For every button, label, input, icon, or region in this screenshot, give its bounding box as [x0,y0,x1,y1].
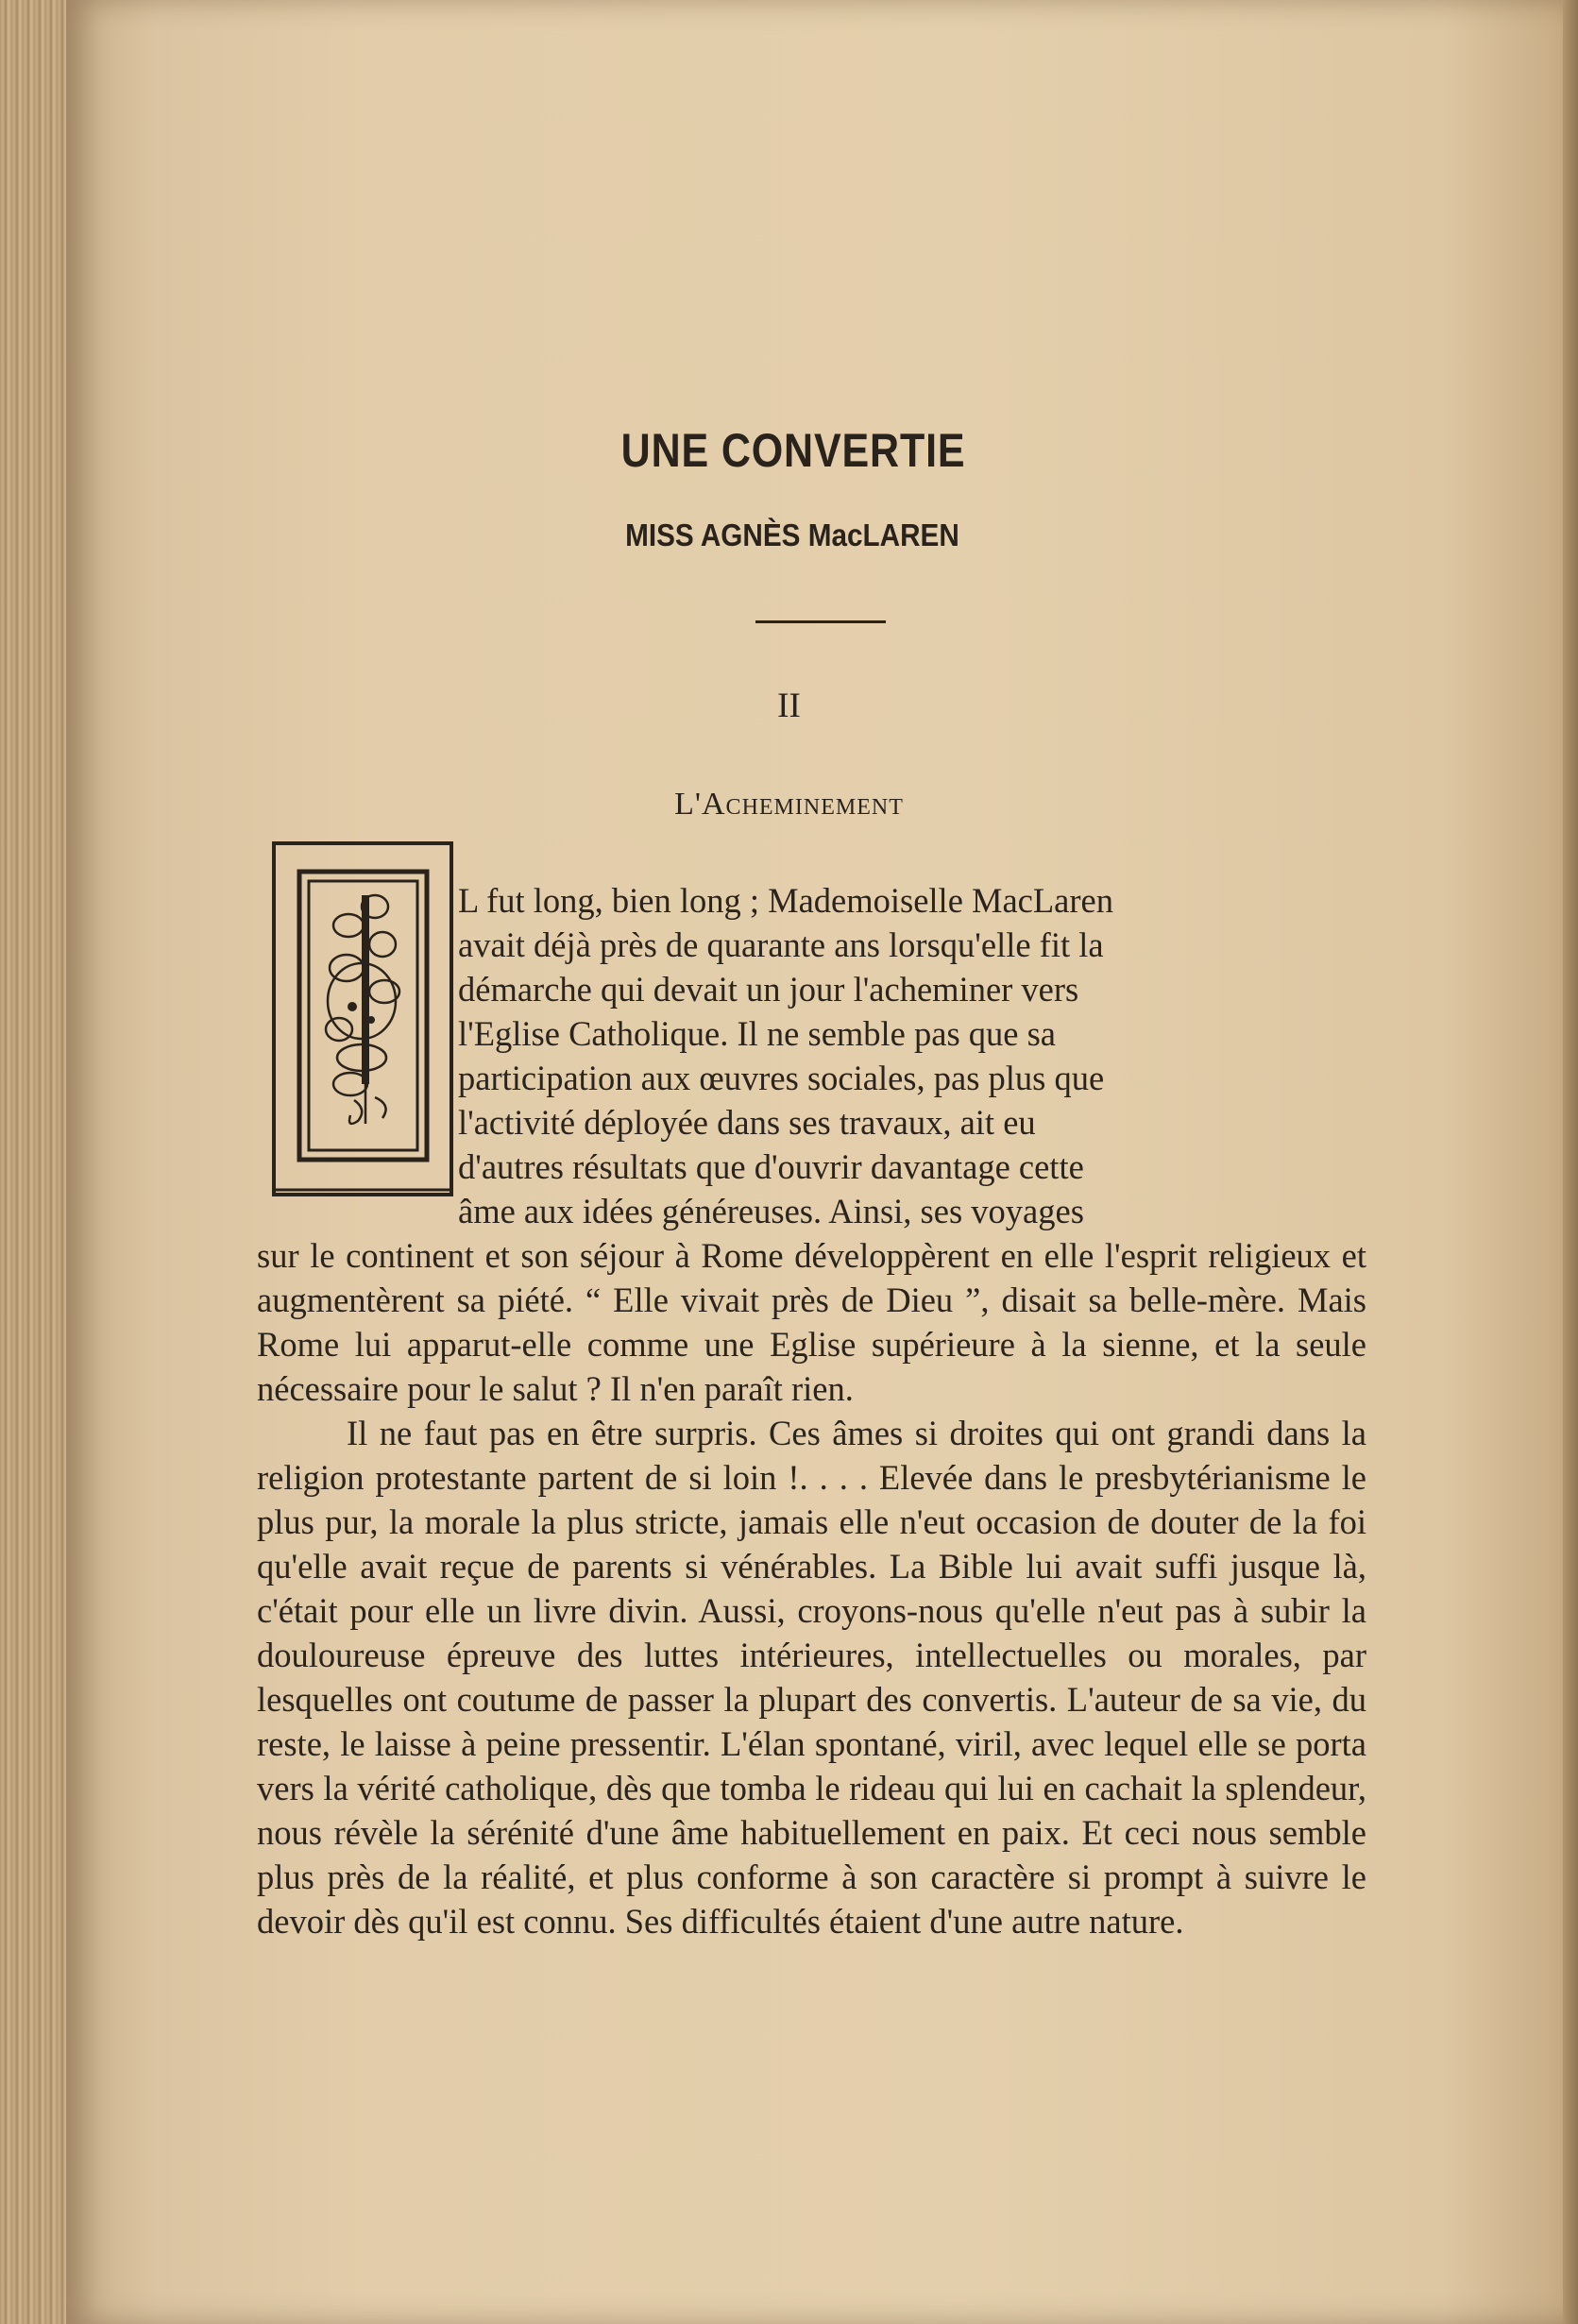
paragraph-1-line-8: âme aux idées généreuses. Ainsi, ses voyages [458,1192,1084,1230]
paragraph-1-rest: sur le continent et son séjour à Rome développèrent en elle l'esprit religieux et augmentèrent sa piété. “ Elle vivait près de Dieu ”, disait sa belle-mère. Mais Rome lui apparut-elle comme une Eglise supérieure à la sienne, et la seule nécessaire pour le salut ? Il n'en paraît rien. [257,1236,1366,1408]
paragraph-1-line-5: participation aux œuvres sociales, pas plus que [458,1059,1105,1097]
chapter-number: II [777,687,801,725]
page-right-edge [1563,0,1578,2324]
paragraph-1-line-1: L fut long, bien long ; Mademoiselle MacLaren [458,881,1113,920]
paragraph-1-line-7: d'autres résultats que d'ouvrir davantage cette [458,1147,1084,1186]
page-stack-edge [0,0,76,2324]
chapter-title: L'Acheminement [674,787,904,822]
page-title: UNE CONVERTIE [620,424,966,477]
body-text [257,878,1366,1943]
paragraph-1-line-3: démarche qui devait un jour l'acheminer vers [458,970,1079,1009]
paragraph-1 [257,878,1366,1411]
paragraph-1-line-2: avait déjà près de quarante ans lorsqu'elle fit la [458,925,1104,964]
title-rule-divider [755,620,886,623]
page-subtitle: MISS AGNÈS MacLAREN [625,517,959,552]
paragraph-1-line-4: l'Eglise Catholique. Il ne semble pas que sa [458,1014,1057,1053]
paragraph-1-line-6: l'activité déployée dans ses travaux, ait eu [458,1103,1036,1142]
paragraph-2: Il ne faut pas en être surpris. Ces âmes si droites qui ont grandi dans la religion protestante partent de si loin !. . . . Elevée dans le presbytérianisme le plus pur, la morale la plus stricte, jamais elle n'eut occasion de douter de la foi qu'elle avait reçue de parents si vénérables. La Bible lui avait suffi jusque là, c'était pour elle un livre divin. Aussi, croyons-nous qu'elle n'eut pas à subir la douloureuse épreuve des luttes intérieures, intellectuelles ou morales, par lesquelles ont coutume de passer la plupart des convertis. L'auteur de sa vie, du reste, le laisse à peine pressentir. L'élan spontané, viril, avec lequel elle se porta vers la vérité catholique, dès que tomba le rideau qui lui en cachait la splendeur, nous révèle la sérénité d'une âme habituellement en paix. Et ceci nous semble plus près de la réalité, et plus conforme à son caractère si prompt à suivre le devoir dès qu'il est connu. Ses difficultés étaient d'une autre nature. [257,1414,1366,1941]
